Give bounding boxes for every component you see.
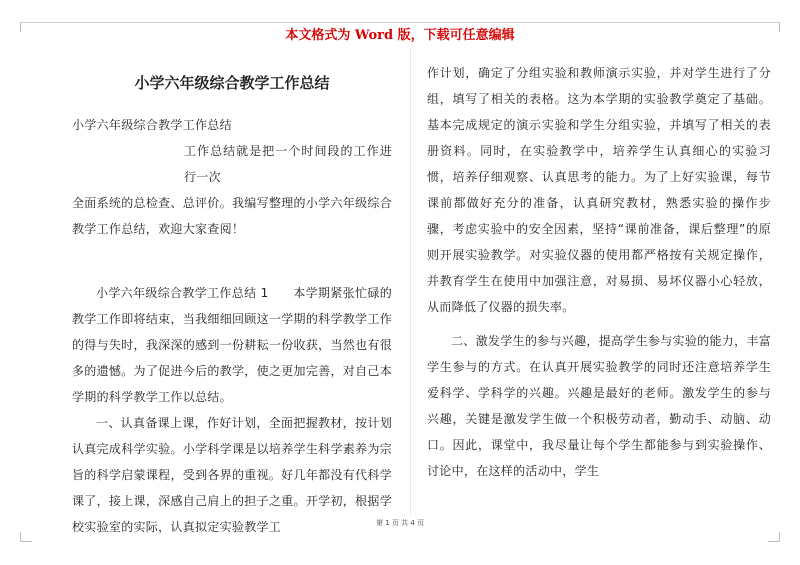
subtitle: 小学六年级综合教学工作总结 bbox=[72, 118, 232, 132]
body-paragraph: 二、激发学生的参与兴趣，提高学生参与实验的能力，丰富学生参与的方式。在认真开展实验教学的同时还注意培养学生爱科学、学科学的兴趣。兴趣是最好的老师。激发学生的参与兴趣，关键是激发学生做一个积极劳动者，勤动手、动脑、动口。因此，课堂中，我尽量让每个学生都能参与到实验操作、讨论中，在这样的活动中，学生 bbox=[427, 334, 771, 478]
document-title: 小学六年级综合教学工作总结 bbox=[134, 74, 330, 92]
body-paragraph: 小学六年级综合教学工作总结 1 本学期紧张忙碌的教学工作即将结束，当我细细回顾这一学期的科学教学工作的得与失时，我深深的感到一份耕耘一份收获，当然也有很多的遗憾。为了促进今后的教学，使之更加完善，对自己本学期的科学教学工作以总结。 bbox=[72, 286, 392, 404]
corner-mark bbox=[20, 541, 32, 542]
body-paragraph: 作计划，确定了分组实验和教师演示实验，并对学生进行了分组，填写了相关的表格。这为本学期的实验教学奠定了基础。基本完成规定的演示实验和学生分组实验，并填写了相关的表册资料。同时，在实验教学中，培养学生认真细心的实验习惯，培养仔细观察、认真思考的能力。为了上好实验课，每节课前都做好充分的准备，认真研究教材，熟悉实验的操作步骤，考虑实验中的安全因素，坚持“课前准备，课后整理”的原则开展实验教学。对实验仪器的使用都严格按有关规定操作，并教育学生在使用中加强注意，对易损、易坏仪器小心轻放，从而降低了仪器的损失率。 bbox=[427, 66, 771, 314]
right-column bbox=[427, 60, 771, 484]
page-number: 第 1 页 共 4 页 bbox=[375, 519, 425, 527]
body-paragraph: 一、认真备课上课，作好计划，全面把握教材，按计划认真完成科学实验。小学科学课是以培养学生科学素养为宗旨的科学启蒙课程，受到各界的重视。好几年都没有代科学课了，接上课，深感自己肩上的担子之重。开学初，根据学校实验室的实际，认真拟定实验教学工 bbox=[72, 416, 392, 534]
corner-mark bbox=[768, 541, 780, 542]
left-column bbox=[72, 66, 392, 540]
intro-line: 工作总结就是把一个时间段的工作进行一次 bbox=[184, 144, 392, 184]
intro-paragraph: 全面系统的总检查、总评价。我编写整理的小学六年级综合教学工作总结，欢迎大家查阅！ bbox=[72, 196, 392, 236]
download-banner: 本文格式为 Word 版，下载可任意编辑 bbox=[285, 28, 515, 43]
column-divider bbox=[410, 48, 411, 514]
